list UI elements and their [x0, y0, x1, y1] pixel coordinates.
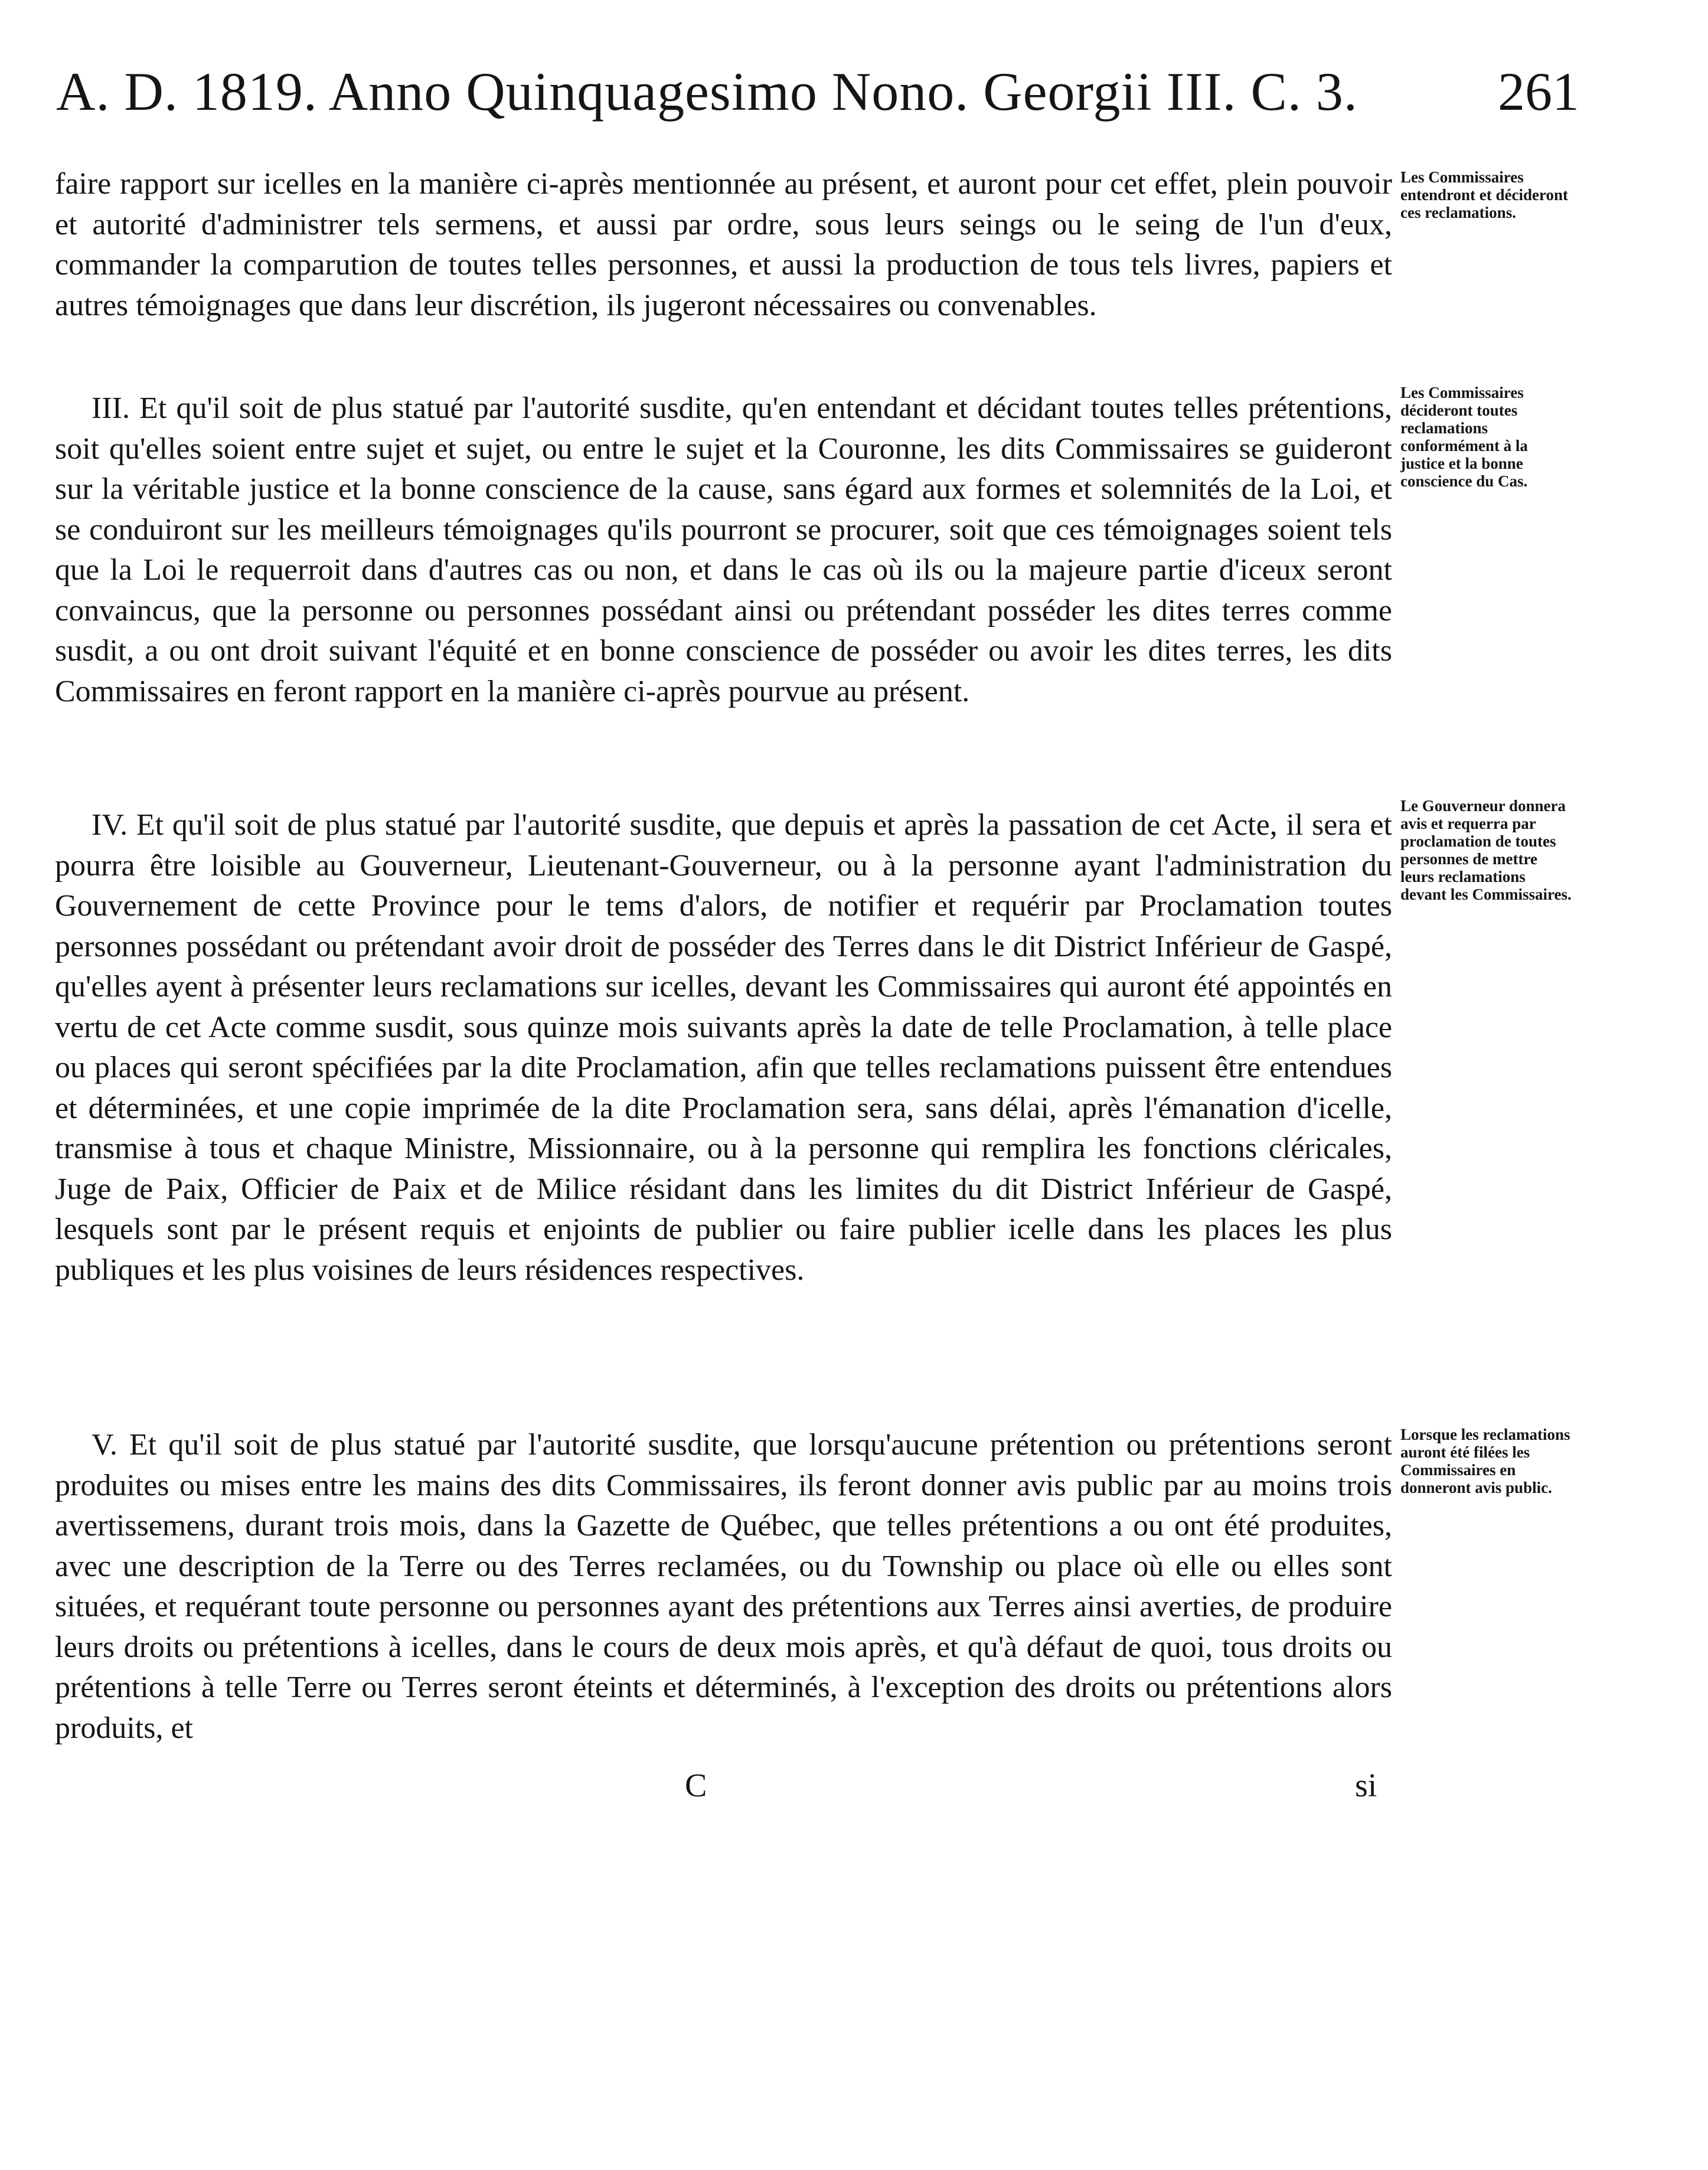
- margin-note-commissaires-decideront: Les Commissaires décideront toutes reclamations conformément à la justice et la bonne conscience du Cas.: [1400, 384, 1528, 490]
- margin-note-commissaires-entendront: Les Commissaires entendront et décideront ces reclamations.: [1400, 168, 1568, 221]
- paragraph-section-v: V. Et qu'il soit de plus statué par l'autorité susdite, que lorsqu'aucune prétention ou prétentions seront produites ou mises entre les mains des dits Commissaires, ils feront donner avis public par au moins trois avertissemens, durant trois mois, dans la Gazette de Québec, que telles prétentions a ou ont été produites, avec une description de la Terre ou des Terres reclamées, ou du Township ou place où elle ou elles sont situées, et requérant toute personne ou personnes ayant des prétentions aux Terres ainsi averties, de produire leurs droits ou prétentions à icelles, dans le cours de deux mois après, et qu'à défaut de quoi, tous droits ou prétentions à telle Terre ou Terres seront éteints et déterminés, à l'exception des droits ou prétentions alors produits, et: [55, 1428, 1392, 1745]
- page-number: 261: [1498, 61, 1579, 122]
- catchword: si: [1355, 1767, 1377, 1804]
- signature-mark: C: [685, 1767, 707, 1804]
- paragraph-continuation: faire rapport sur icelles en la manière ci-après mentionnée au présent, et auront pour cet effet, plein pouvoir et autorité d'administrer tels sermens, et aussi par ordre, sous leurs seings ou le seing de l'un d'eux, commander la comparution de toutes telles personnes, et aussi la production de tous tels livres, papiers et autres témoignages que dans leur discrétion, ils jugeront nécessaires ou convenables.: [55, 167, 1392, 322]
- page-header: [56, 56, 1579, 127]
- paragraph-section-iv: IV. Et qu'il soit de plus statué par l'autorité susdite, que depuis et après la passation de cet Acte, il sera et pourra être loisible au Gouverneur, Lieutenant-Gouverneur, ou à la personne ayant l'administration du Gouvernement de cette Province pour le tems d'alors, de notifier et requérir par Proclamation toutes personnes possédant ou prétendant avoir droit de posséder des Terres dans le dit District Inférieur de Gaspé, qu'elles ayent à présenter leurs reclamations sur icelles, devant les Commissaires qui auront été appointés en vertu de cet Acte comme susdit, sous quinze mois suivants après la date de telle Proclamation, à telle place ou places qui seront spécifiées par la dite Proclamation, afin que telles reclamations puissent être entendues et déterminées, et une copie imprimée de la dite Proclamation sera, sans délai, après l'émanation d'icelle, transmise à tous et chaque Ministre, Missionnaire, ou à la personne qui remplira les fonctions cléricales, Juge de Paix, Officier de Paix et de Milice résidant dans les limites du dit District Inférieur de Gaspé, lesquels sont par le présent requis et enjoints de publier ou faire publier icelle dans les places les plus publiques et les plus voisines de leurs résidences respectives.: [55, 808, 1392, 1287]
- margin-note-gouverneur-avis: Le Gouverneur donnera avis et requerra par proclamation de toutes personnes de mettre leurs reclamations devant les Commissaires.: [1400, 797, 1572, 903]
- margin-note-reclamations-filees: Lorsque les reclamations auront été filées les Commissaires en donneront avis public.: [1400, 1426, 1570, 1496]
- paragraph-section-iii: III. Et qu'il soit de plus statué par l'autorité susdite, qu'en entendant et décidant toutes telles prétentions, soit qu'elles soient entre sujet et sujet, ou entre le sujet et la Couronne, les dits Commissaires se guideront sur la véritable justice et la bonne conscience de la cause, sans égard aux formes et solemnités de la Loi, et se conduiront sur les meilleurs témoignages qu'ils pourront se procurer, soit que ces témoignages soient tels que la Loi le requerroit dans d'autres cas ou non, et dans le cas où ils ou la majeure partie d'iceux seront convaincus, que la personne ou personnes possédant ainsi ou prétendant posséder les dites terres comme susdit, a ou ont droit suivant l'équité et en bonne conscience de posséder ou avoir les dites terres, les dits Commissaires en feront rapport en la manière ci-après pourvue au présent.: [55, 391, 1392, 708]
- running-title: A. D. 1819. Anno Quinquagesimo Nono. Georgii III. C. 3.: [56, 61, 1358, 122]
